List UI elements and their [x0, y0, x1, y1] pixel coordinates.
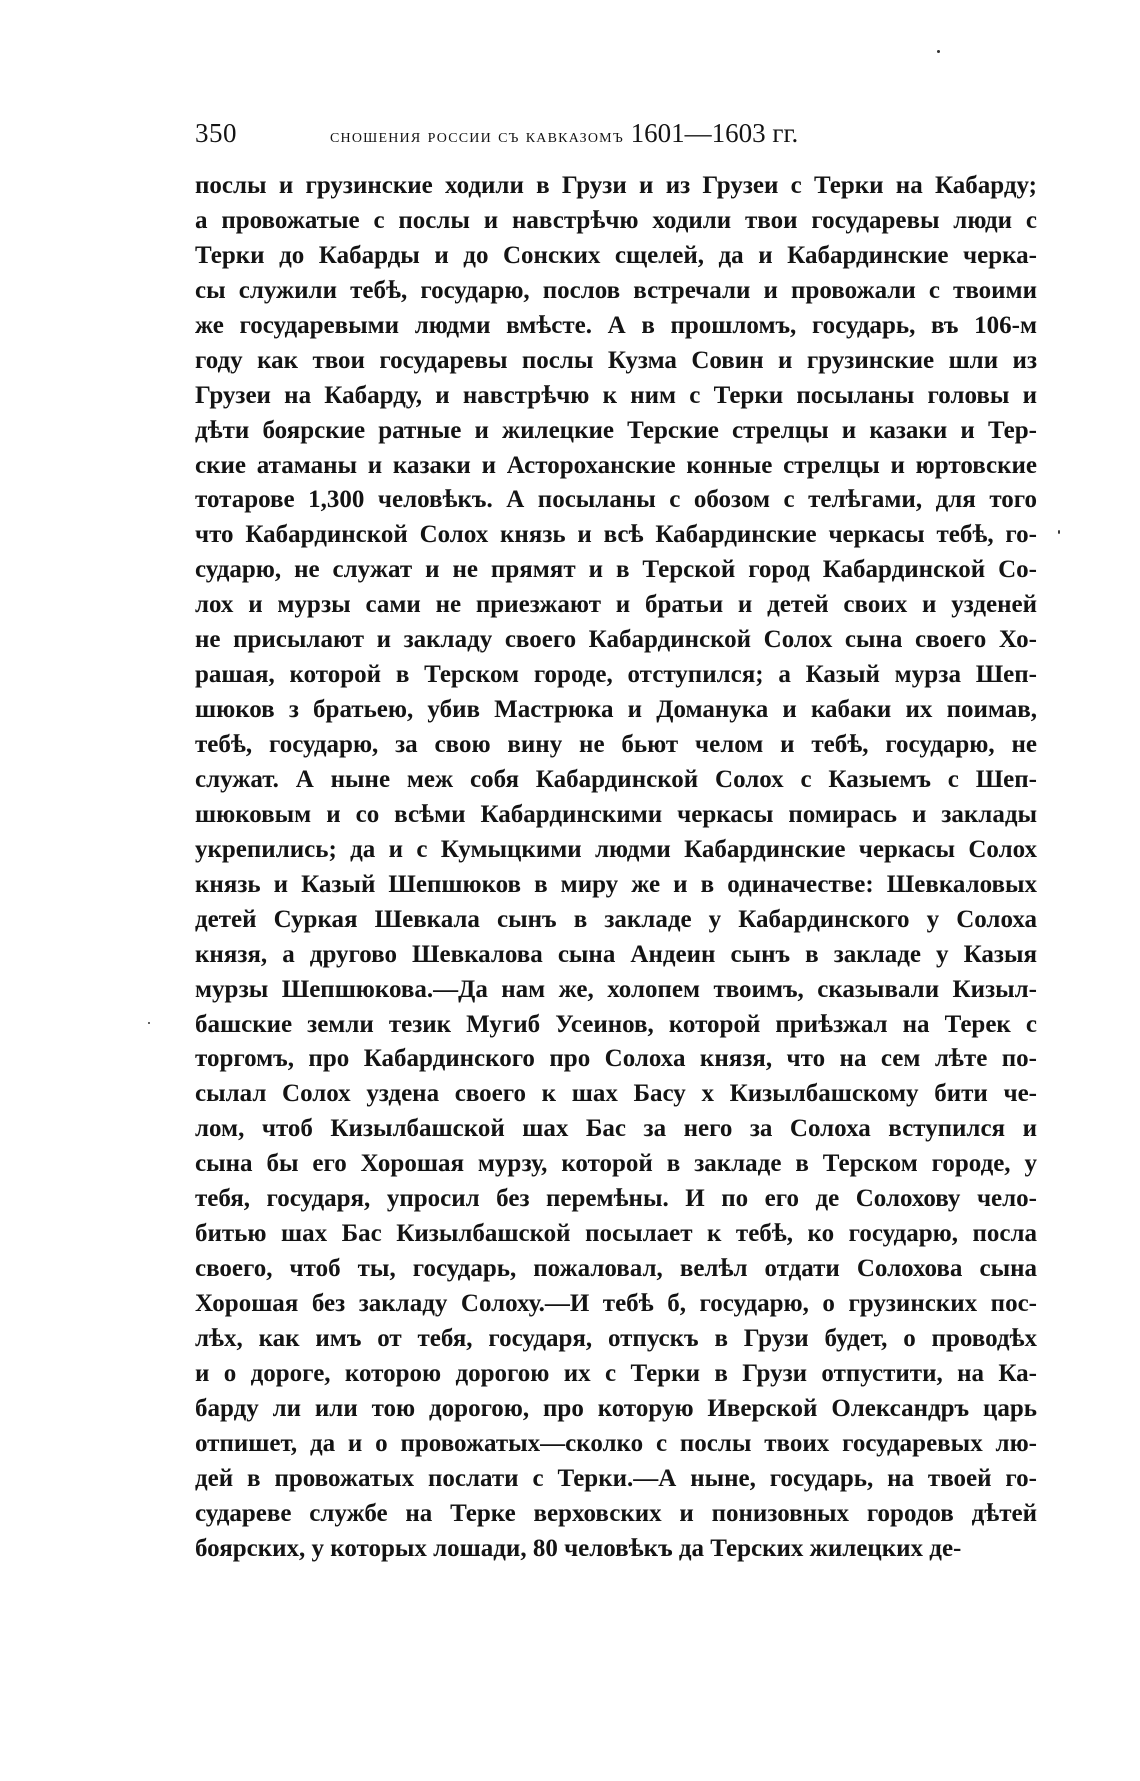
text-line: что Кабардинской Солох князь и всѣ Кабардинские черкасы тебѣ, го-	[195, 521, 1037, 549]
text-line: дѣти боярские ратные и жилецкие Терские стрелцы и казаки и Тер-	[195, 416, 1037, 444]
running-title	[330, 118, 798, 149]
text-line: башские земли тезик Мугиб Усеинов, которой приѣзжал на Терек с	[195, 1010, 1037, 1038]
text-line: не присылают и закладу своего Кабардинской Солох сына своего Хо-	[195, 626, 1037, 654]
text-line: рашая, которой в Терском городе, отступился; а Казый мурза Шеп-	[195, 661, 1037, 689]
text-line: укрепились; да и с Кумыцкими людми Кабардинские черкасы Солох	[195, 835, 1037, 863]
page-header	[195, 118, 1035, 154]
text-line: сы служили тебѣ, государю, послов встречали и провожали с твоими	[195, 276, 1037, 304]
text-line: лом, чтоб Кизылбашской шах Бас за него за Солоха вступился и	[195, 1115, 1037, 1143]
text-line: году как твои государевы послы Кузма Совин и грузинские шли из	[195, 346, 1037, 374]
text-line: отпишет, да и о провожатых—сколко с послы твоих государевых лю-	[195, 1429, 1037, 1457]
text-line: сударю, не служат и не прямят и в Терской город Кабардинской Со-	[195, 556, 1037, 584]
text-line: шюковым и со всѣми Кабардинскими черкасы помирась и заклады	[195, 800, 1037, 828]
text-line: ские атаманы и казаки и Астороханские конные стрелцы и юртовские	[195, 451, 1037, 479]
text-line: лѣх, как имъ от тебя, государя, отпускъ в Грузи будет, о проводѣх	[195, 1324, 1037, 1352]
text-line: тотарове 1,300 человѣкъ. А посыланы с обозом с телѣгами, для того	[195, 486, 1037, 514]
text-line: торгомъ, про Кабардинского про Солоха князя, что на сем лѣте по-	[195, 1045, 1037, 1073]
text-line: князя, а другово Шевкалова сына Андеин сынъ в закладе у Казыя	[195, 940, 1037, 968]
body-text	[195, 169, 1037, 1567]
text-line: князь и Казый Шепшюков в миру же и в одиначестве: Шевкаловых	[195, 870, 1037, 898]
text-line: Хорошая без закладу Солоху.—И тебѣ б, государю, о грузинских пос-	[195, 1290, 1037, 1317]
text-line: тебя, государя, упросил без перемѣны. И по его де Солохову чело-	[195, 1185, 1037, 1213]
text-line: своего, чтоб ты, государь, пожаловал, велѣл отдати Солохова сына	[195, 1255, 1037, 1283]
text-line: служат. А ныне меж собя Кабардинской Солох с Казыемъ с Шеп-	[195, 765, 1037, 793]
page-number: 350	[195, 118, 237, 148]
text-line: детей Суркая Шевкала сынъ в закладе у Кабардинского у Солоха	[195, 905, 1037, 933]
text-line: же государевыми людми вмѣсте. А в прошломъ, государь, въ 106-м	[195, 311, 1037, 339]
text-line: барду ли или тою дорогою, про которую Иверской Олександръ царь	[195, 1394, 1037, 1422]
text-line: мурзы Шепшюкова.—Да нам же, холопем твоимъ, сказывали Кизыл-	[195, 975, 1037, 1003]
text-line: судареве службе на Терке верховских и понизовных городов дѣтей	[195, 1499, 1037, 1527]
scan-speck	[1058, 530, 1060, 534]
text-line: дей в провожатых послати с Терки.—А ныне, государь, на твоей го-	[195, 1464, 1037, 1492]
scan-speck	[937, 50, 940, 53]
running-title-text: сношения россии съ кавказомъ	[330, 125, 624, 147]
text-line: сына бы его Хорошая мурзу, которой в закладе в Терском городе, у	[195, 1150, 1037, 1178]
text-line: битью шах Бас Кизылбашской посылает к тебѣ, ко государю, посла	[195, 1220, 1037, 1248]
scan-speck	[148, 1022, 150, 1024]
text-line: тебѣ, государю, за свою вину не бьют челом и тебѣ, государю, не	[195, 731, 1037, 758]
text-line: и о дороге, которою дорогою их с Терки в Грузи отпустити, на Ка-	[195, 1359, 1037, 1387]
text-line: лох и мурзы сами не приезжают и братьи и детей своих и узденей	[195, 591, 1037, 619]
text-line: Грузеи на Кабарду, и навстрѣчю к ним с Терки посыланы головы и	[195, 381, 1037, 409]
text-line: сылал Солох уздена своего к шах Басу х Кизылбашскому бити че-	[195, 1080, 1037, 1108]
text-line: шюков з братьею, убив Мастрюка и Доманука и кабаки их поимав,	[195, 696, 1037, 724]
text-line: Терки до Кабарды и до Сонских сщелей, да и Кабардинские черка-	[195, 241, 1037, 269]
text-line: а провожатые с послы и навстрѣчю ходили твои государевы люди с	[195, 206, 1037, 234]
text-line: послы и грузинские ходили в Грузи и из Грузеи с Терки на Кабарду;	[195, 172, 1037, 199]
text-line: боярских, у которых лошади, 80 человѣкъ да Терских жилецких де-	[195, 1534, 962, 1562]
running-title-years: 1601—1603 гг.	[630, 118, 799, 148]
